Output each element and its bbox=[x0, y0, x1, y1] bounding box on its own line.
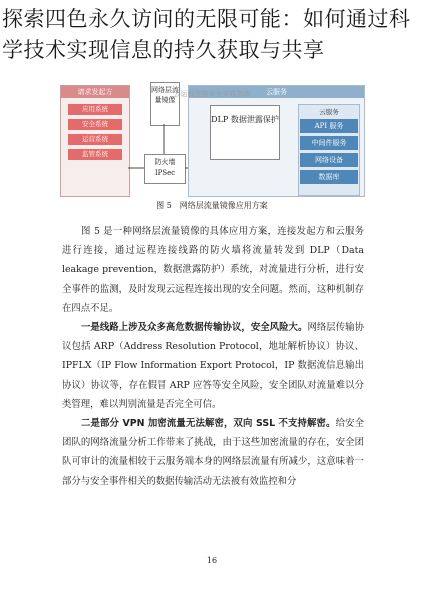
cloud-sub-box bbox=[298, 104, 360, 196]
cloud-service-header: 云服务 bbox=[189, 86, 364, 98]
body-text bbox=[62, 222, 364, 491]
figure-caption: 图 5 网络层流量镜像应用方案 bbox=[156, 201, 268, 210]
right-item: 中间件服务 bbox=[300, 136, 358, 150]
page-title: 探索四色永久访问的无限可能：如何通过科学技术实现信息的持久获取与共享 bbox=[2, 7, 411, 62]
left-item: 应用系统 bbox=[68, 104, 122, 115]
right-item: API 服务 bbox=[300, 119, 358, 133]
right-item: 网络设备 bbox=[300, 153, 358, 167]
traffic-mirror-box: 网络层流量镜像 bbox=[150, 82, 180, 126]
paragraph bbox=[62, 318, 364, 414]
cloud-sub-title: 云服务 bbox=[319, 108, 339, 116]
paragraph-bold: 二是部分 VPN 加密流量无法解密，双向 SSL 不支持解密。 bbox=[81, 418, 336, 430]
left-item: 安全系统 bbox=[68, 119, 122, 130]
paragraph bbox=[62, 222, 364, 318]
left-item: 运营系统 bbox=[68, 134, 122, 145]
paragraph-text: 图 5 是一种网络层流量镜像的具体应用方案，连接发起方和云服务进行连接，通过远程连接线路的防火墙将流量转发到 DLP（Data leakage prevention，数据泄露防护）系统，对流量进行分析，进行安全事件的监测，及时发现云远程连接出现的安全问题。然而，这种机制存在四点不足。 bbox=[62, 226, 364, 314]
dlp-box: DLP 数据泄露保护 bbox=[210, 105, 280, 160]
paragraph-text: 网络层传输协议包括 ARP（Address Resolution Protocol，地址解析协议）协议、IPFLX（IP Flow Information Export Protocol，IP 数据流信息输出协议）协议等，存在假冒 ARP 应答等安全风险，安全团队对流量难以分类管理，难以判别流量是否完全可信。 bbox=[62, 322, 364, 410]
request-initiator-header: 请求发起方 bbox=[61, 86, 129, 98]
paragraph-bold: 一是线路上涉及众多高危数据传输协议，安全风险大。 bbox=[81, 322, 308, 334]
right-item: 数据库 bbox=[300, 170, 358, 184]
page-number: 16 bbox=[206, 556, 218, 565]
paragraph-text: 给安全团队的网络流量分析工作带来了挑战，由于这些加密流量的存在，安全团队可审计的流量相较于云服务端本身的网络层流量有所减少，这意味着一部分与安全事件相关的数据传输活动无法被有效监控和分 bbox=[62, 418, 364, 487]
firewall-box: 防火墙 IPSec bbox=[144, 154, 186, 184]
page-header: 云运程连接安全实践指南 bbox=[173, 90, 251, 98]
paragraph bbox=[62, 414, 364, 491]
left-item: 监管系统 bbox=[68, 149, 122, 160]
